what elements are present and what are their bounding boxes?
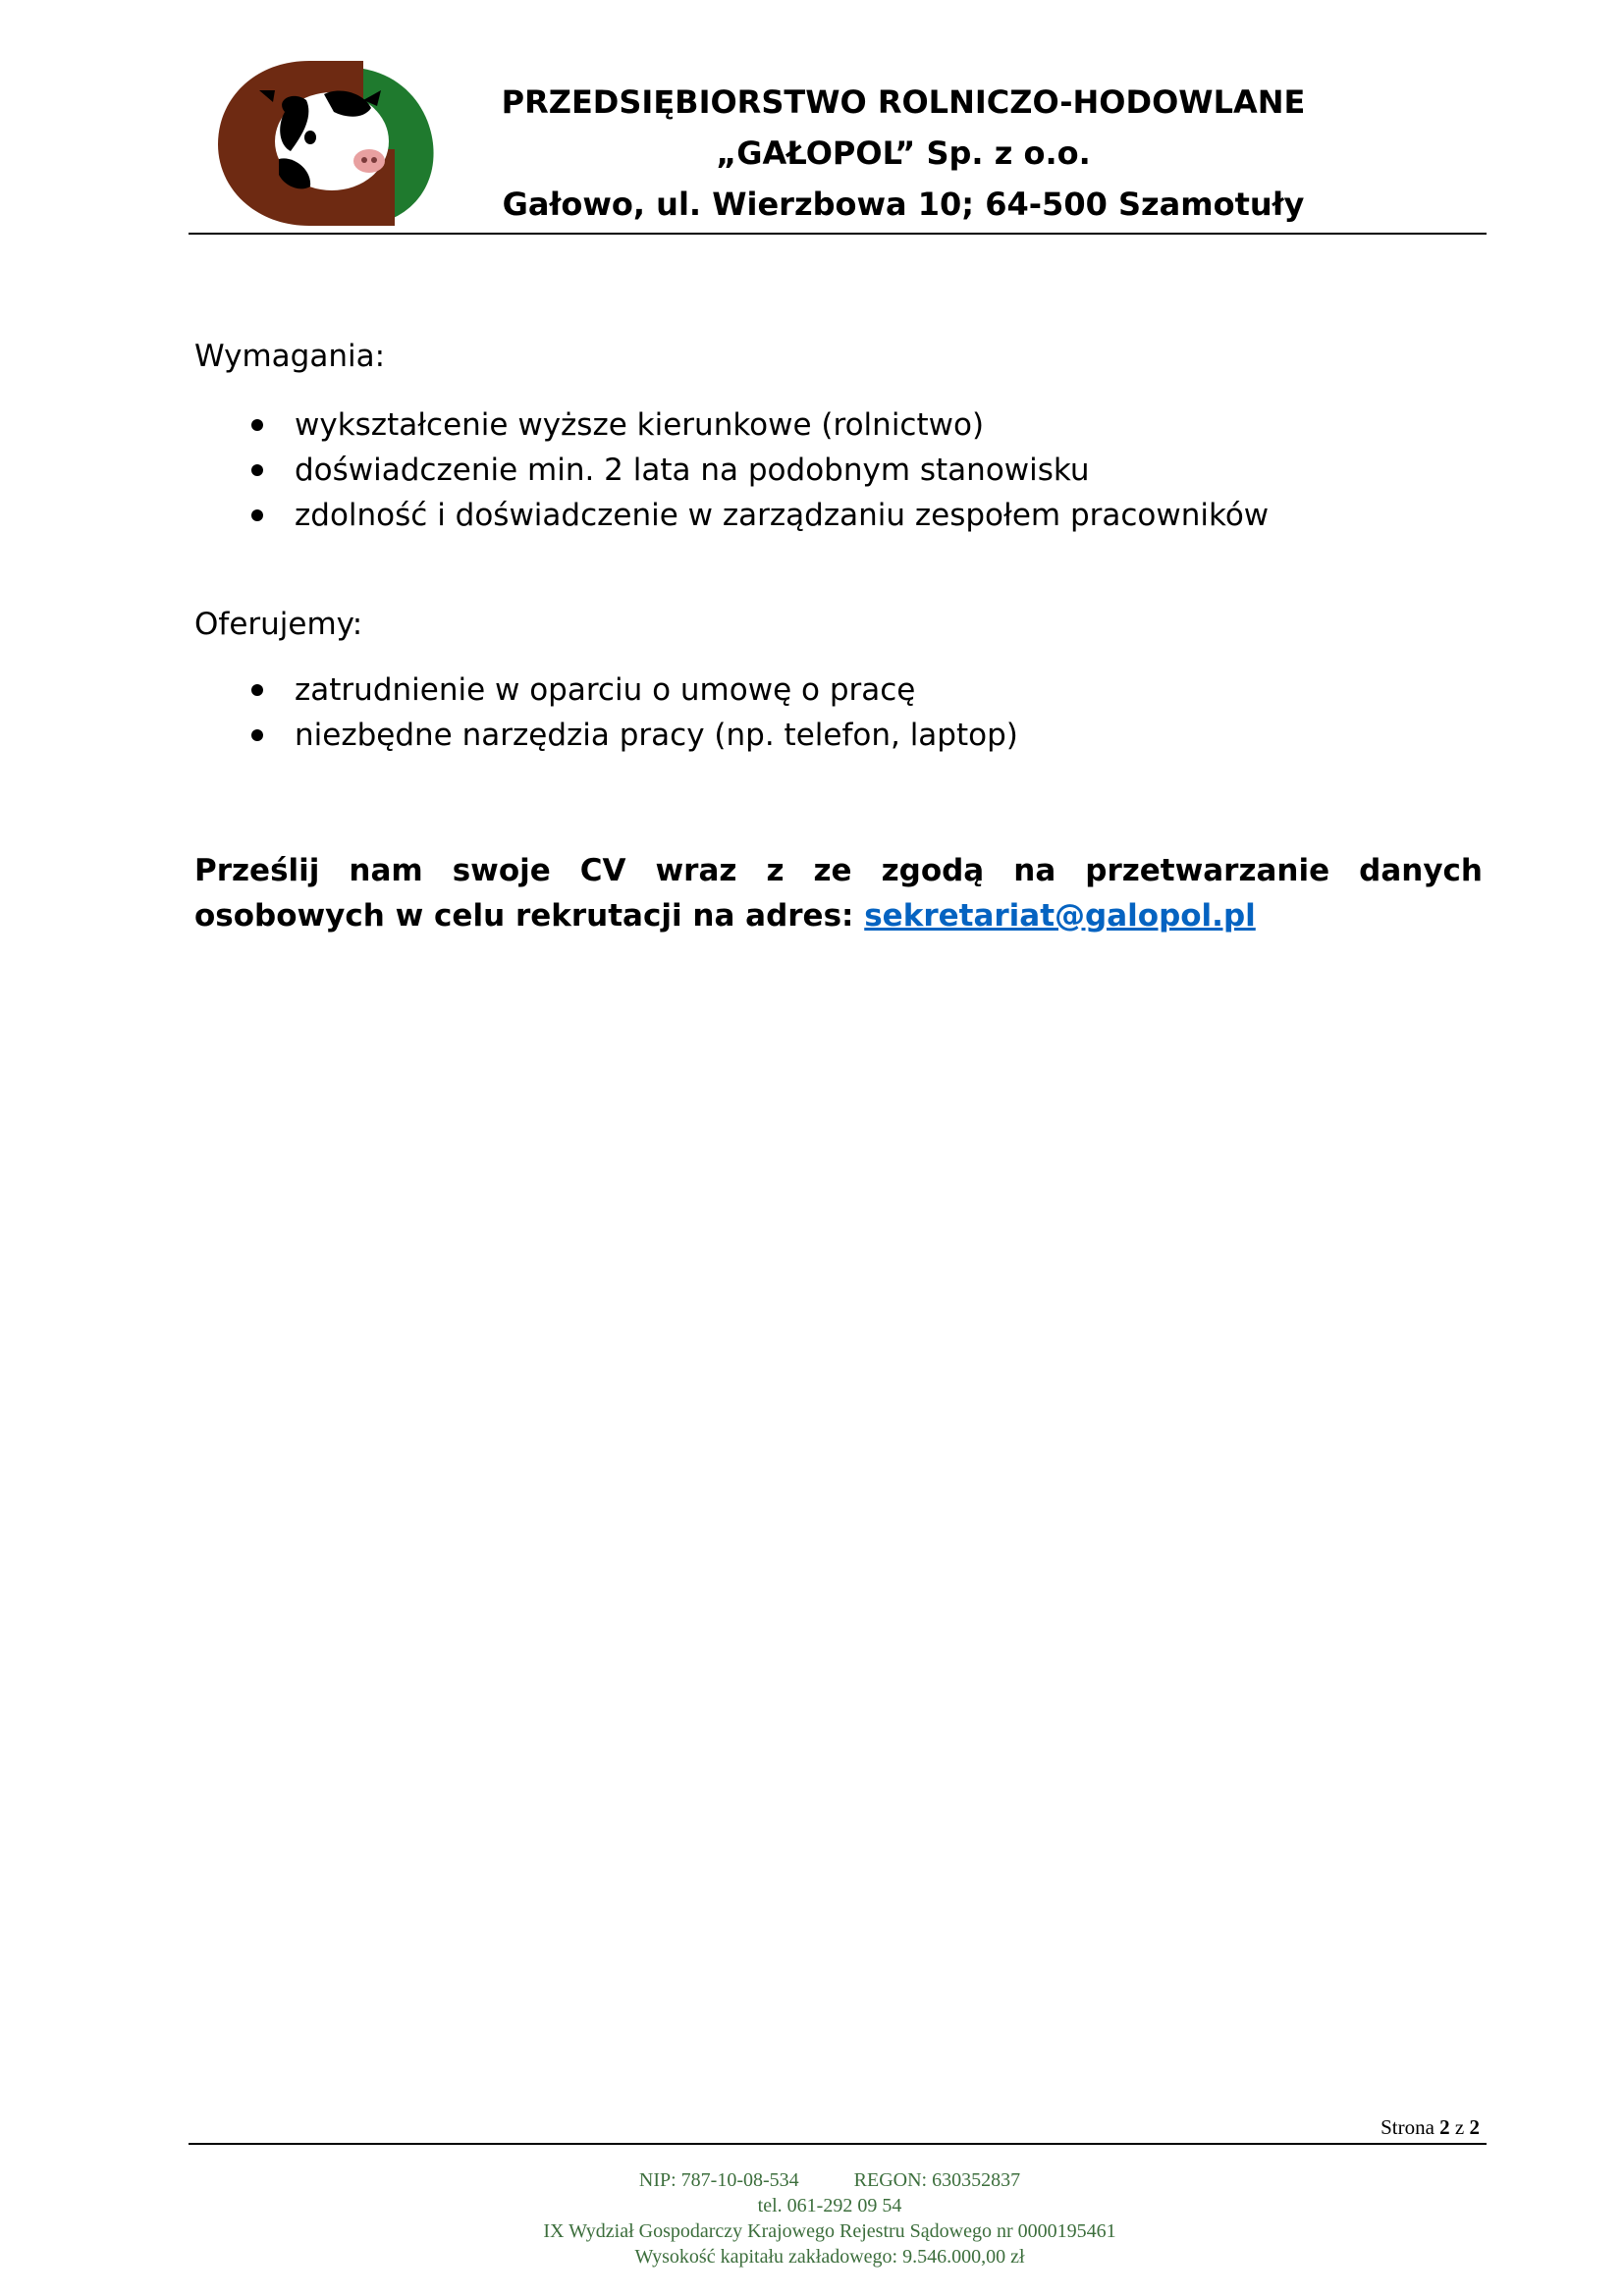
list-item (245, 402, 1269, 448)
bullet-icon (251, 684, 263, 696)
footer-nip: NIP: 787-10-08-534 (638, 2169, 799, 2191)
cta-text: Prześlij nam swoje CV wraz z ze zgodą na przetwarzanie danych osobowych w celu rekrutacji na adres: (194, 853, 1483, 934)
bullet-icon (251, 419, 263, 431)
requirements-heading: Wymagania: (194, 339, 386, 374)
footer-registry: IX Wydział Gospodarczy Krajowego Rejestru Sądowego nr 0000195461 (543, 2220, 1116, 2242)
offer-heading: Oferujemy: (194, 607, 363, 642)
list-item-text: zdolność i doświadczenie w zarządzaniu zespołem pracowników (295, 498, 1270, 533)
bullet-icon (251, 464, 263, 476)
requirements-list (245, 402, 1269, 538)
page-total: 2 (1469, 2115, 1480, 2139)
list-item (245, 493, 1269, 538)
list-item (245, 713, 1018, 758)
list-item (245, 448, 1269, 493)
footer-divider (189, 2143, 1487, 2145)
company-heading (461, 77, 1345, 230)
list-item-text: doświadczenie min. 2 lata na podobnym stanowisku (295, 453, 1090, 488)
email-link[interactable]: sekretariat@galopol.pl (864, 898, 1256, 934)
footer-phone: tel. 061-292 09 54 (757, 2195, 902, 2216)
company-brand-line: „GAŁOPOL” Sp. z o.o. (716, 134, 1091, 172)
company-name-line: PRZEDSIĘBIORSTWO ROLNICZO-HODOWLANE (501, 83, 1306, 121)
galopol-cow-logo-icon (216, 61, 438, 228)
list-item (245, 667, 1018, 713)
company-address-line: Gałowo, ul. Wierzbowa 10; 64-500 Szamotuły (502, 186, 1305, 223)
list-item-text: wykształcenie wyższe kierunkowe (rolnictwo) (295, 407, 985, 443)
bullet-icon (251, 729, 263, 741)
list-item-text: zatrudnienie w oparciu o umowę o pracę (295, 672, 916, 708)
footer-regon: REGON: 630352837 (853, 2169, 1021, 2191)
page-number (1380, 2115, 1480, 2140)
page-current: 2 (1439, 2115, 1450, 2139)
page-number-middle: z (1449, 2115, 1470, 2139)
application-instructions (194, 848, 1483, 938)
company-footer (324, 2167, 1335, 2269)
bullet-icon (251, 509, 263, 521)
list-item-text: niezbędne narzędzia pracy (np. telefon, laptop) (295, 718, 1018, 753)
header-divider (189, 233, 1487, 235)
offer-list (245, 667, 1018, 758)
page-number-prefix: Strona (1380, 2115, 1440, 2139)
footer-capital: Wysokość kapitału zakładowego: 9.546.000,00 zł (634, 2246, 1025, 2268)
